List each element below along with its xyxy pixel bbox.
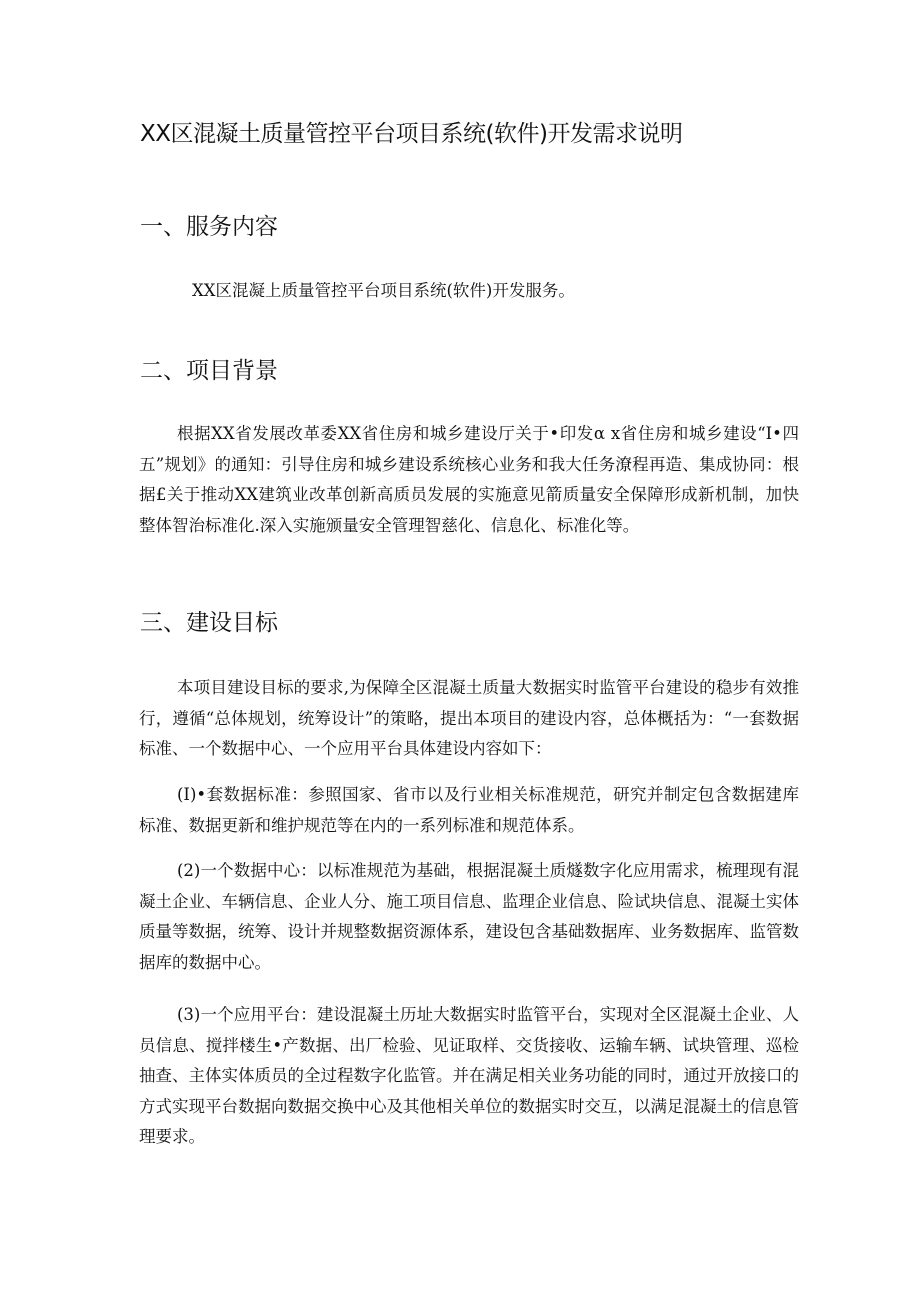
data-center-paragraph: (2)一个数据中心：以标准规范为基础，根据混凝土质燧数字化应用需求，梳理现有混凝土企业、车辆信息、企业人分、施工项目信息、监理企业信息、险试块信息、混凝土实体质量等数据，统筹、设计并规整数据资源体系，建设包含基础数据库、业务数据库、监管数据库的数据中心。 — [139, 861, 799, 972]
project-background-paragraph: 根据XX省发展改革委XX省住房和城乡建设厅关于•印发α x省住房和城乡建设“I•四五”规划》的通知：引导住房和城乡建设系统核心业务和我大任务潦程再造、集成协同：根据£关于推动XX建筑业改革创新高质员发展的实施意见箭质量安全保障形成新机制，加快整体智治标准化.深入实施颁量安全管理智慈化、信息化、标准化等。 — [139, 424, 799, 535]
construction-goals-intro-paragraph: 本项目建设目标的要求,为保障全区混凝土质量大数据实时监管平台建设的稳步有效推行，遵循“总体规划，统筹设计”的策略，提出本项目的建设内容，总体概括为：“一套数据标准、一个数据中心、一个应用平台具体建设内容如下： — [139, 678, 799, 758]
section-heading-construction-goals: 三、建设目标 — [140, 610, 278, 636]
data-standard-paragraph: (I)•套数据标准：参照国家、省市以及行业相关标准规范，研究并制定包含数据建库标准、数据更新和维护规范等在内的一系列标准和规范体系。 — [139, 785, 799, 835]
document-title: XX区混凝土质量管控平台项目系统(软件)开发需求说明 — [140, 121, 683, 147]
service-content-paragraph: XX区混凝上质量管控平台项目系统(软件)开发服务。 — [192, 281, 575, 300]
section-heading-project-background: 二、项目背景 — [140, 358, 278, 384]
application-platform-paragraph: (3)一个应用平台：建设混凝土历址大数据实时监管平台，实现对全区混凝土企业、人员信息、搅拌楼生•产数据、出厂检验、见证取样、交货接收、运输车辆、试块管理、巡检抽查、主体实体质员的全过程数字化监管。并在满足相关业务功能的同时，通过开放接口的方式实现平台数据向数据交换中心及其他相关单位的数据实时交互，以满足混凝土的信息管理要求。 — [139, 1005, 799, 1146]
section-heading-service-content: 一、服务内容 — [140, 214, 278, 240]
